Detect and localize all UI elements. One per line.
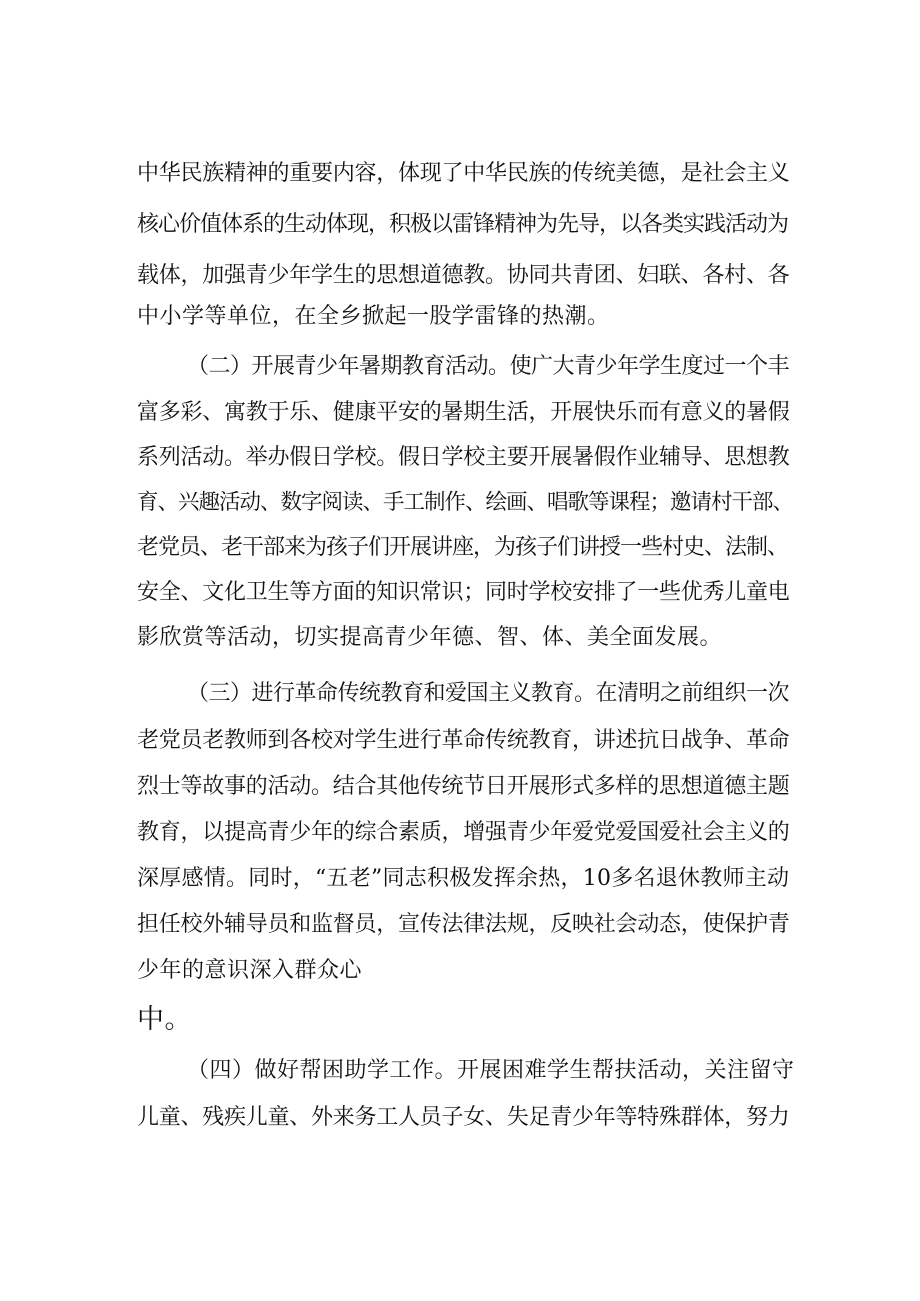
text-line: 中华民族精神的重要内容，体现了中华民族的传统美德，是社会主义 bbox=[137, 161, 790, 186]
text-line: 富多彩、寓教于乐、健康平安的暑期生活，开展快乐而有意义的暑假 bbox=[137, 400, 790, 425]
text-line: 载体，加强青少年学生的思想道德教。协同共青团、妇联、各村、各 bbox=[137, 263, 790, 288]
text-line: 核心价值体系的生动体现，积极以雷锋精神为先导，以各类实践活动为 bbox=[137, 212, 789, 237]
paragraph-heading-line: （三）进行革命传统教育和爱国主义教育。在清明之前组织一次 bbox=[187, 681, 790, 706]
paragraph-heading-line: （二）开展青少年暑期教育活动。使广大青少年学生度过一个丰 bbox=[187, 354, 790, 379]
paragraph-heading-line: （四）做好帮困助学工作。开展困难学生帮扶活动，关注留守 bbox=[187, 1058, 795, 1083]
text-line: 中。 bbox=[137, 1004, 192, 1035]
text-line: 深厚感情。同时，“五老”同志积极发挥余热，10多名退休教师主动 bbox=[137, 866, 790, 891]
text-line: 教育，以提高青少年的综合素质，增强青少年爱党爱国爱社会主义的 bbox=[137, 820, 790, 845]
text-line: 影欣赏等活动，切实提高青少年德、智、体、美全面发展。 bbox=[137, 625, 723, 650]
text-line: 担任校外辅导员和监督员，宣传法律法规，反映社会动态，使保护青 bbox=[137, 912, 790, 937]
text-line: 少年的意识深入群众心 bbox=[137, 958, 363, 983]
text-line: 烈士等故事的活动。结合其他传统节日开展形式多样的思想道德主题 bbox=[137, 774, 790, 799]
text-line: 老党员老教师到各校对学生进行革命传统教育，讲述抗日战争、革命 bbox=[137, 728, 790, 753]
text-line: 中小学等单位，在全乡掀起一股学雷锋的热潮。 bbox=[137, 304, 610, 329]
text-line: 安全、文化卫生等方面的知识常识；同时学校安排了一些优秀儿童电 bbox=[137, 580, 790, 605]
text-line: 系列活动。举办假日学校。假日学校主要开展暑假作业辅导、思想教 bbox=[137, 445, 790, 470]
text-line: 儿童、残疾儿童、外来务工人员子女、失足青少年等特殊群体，努力 bbox=[137, 1105, 790, 1130]
text-line: 老党员、老干部来为孩子们开展讲座，为孩子们讲授一些村史、法制、 bbox=[137, 535, 789, 560]
text-line: 育、兴趣活动、数字阅读、手工制作、绘画、唱歌等课程；邀请村干部、 bbox=[137, 490, 794, 515]
